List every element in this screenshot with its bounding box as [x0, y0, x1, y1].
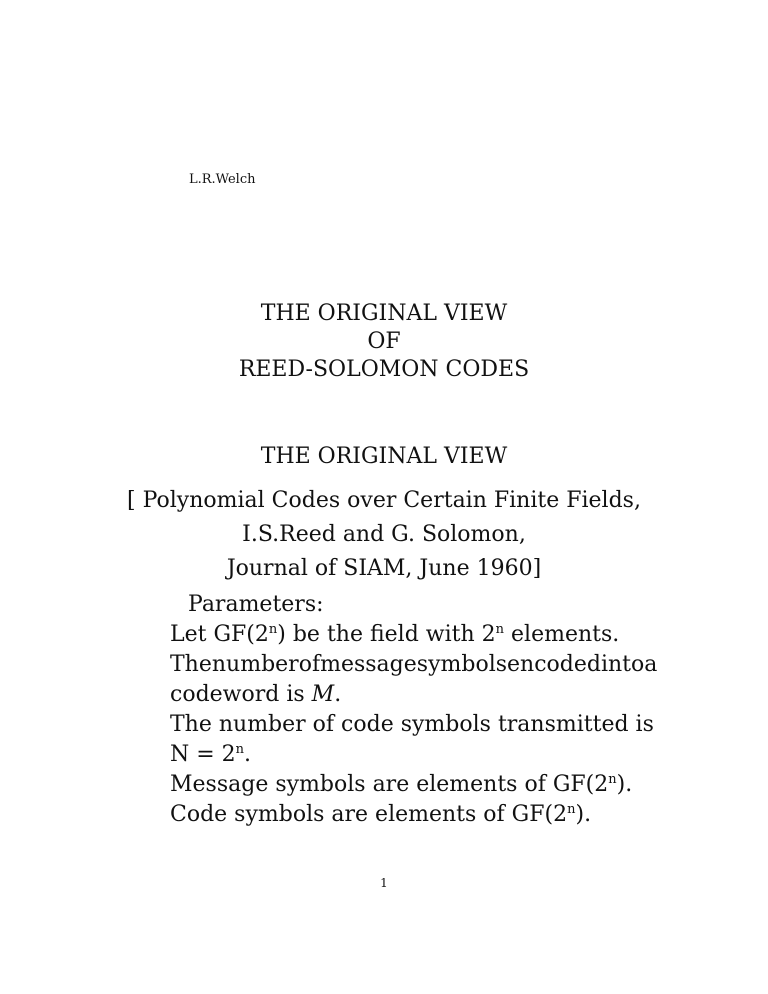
section-heading: THE ORIGINAL VIEW	[260, 444, 508, 469]
param-message-elements: Message symbols are elements of GF(2$^n$).	[170, 772, 633, 797]
page-number: 1	[380, 876, 388, 890]
param-code-elements: Code symbols are elements of GF(2$^n$).	[170, 802, 592, 827]
citation-line-3: Journal of SIAM, June 1960]	[226, 556, 542, 581]
citation	[0, 484, 768, 586]
param-code-symbols: The number of code symbols transmitted is	[170, 712, 654, 737]
author-name: L.R.Welch	[189, 172, 256, 187]
param-n-definition: $N = 2^n$.	[170, 742, 252, 767]
parameters-list	[170, 620, 658, 830]
citation-line-1: [ Polynomial Codes over Certain Finite Fields,	[127, 488, 641, 513]
title-line-1: THE ORIGINAL VIEW	[260, 301, 508, 326]
title-line-2: OF	[367, 329, 401, 354]
document-title	[0, 300, 768, 384]
param-message-symbols: The number of message symbols encoded into a	[170, 652, 658, 677]
param-field-definition: Let GF(2$^n$) be the field with 2$^n$ elements.	[170, 622, 620, 647]
parameters-heading: Parameters:	[188, 592, 324, 617]
citation-line-2: I.S.Reed and G. Solomon,	[242, 522, 526, 547]
title-line-3: REED-SOLOMON CODES	[238, 357, 530, 382]
param-message-symbols-cont: codeword is M.	[170, 682, 342, 707]
